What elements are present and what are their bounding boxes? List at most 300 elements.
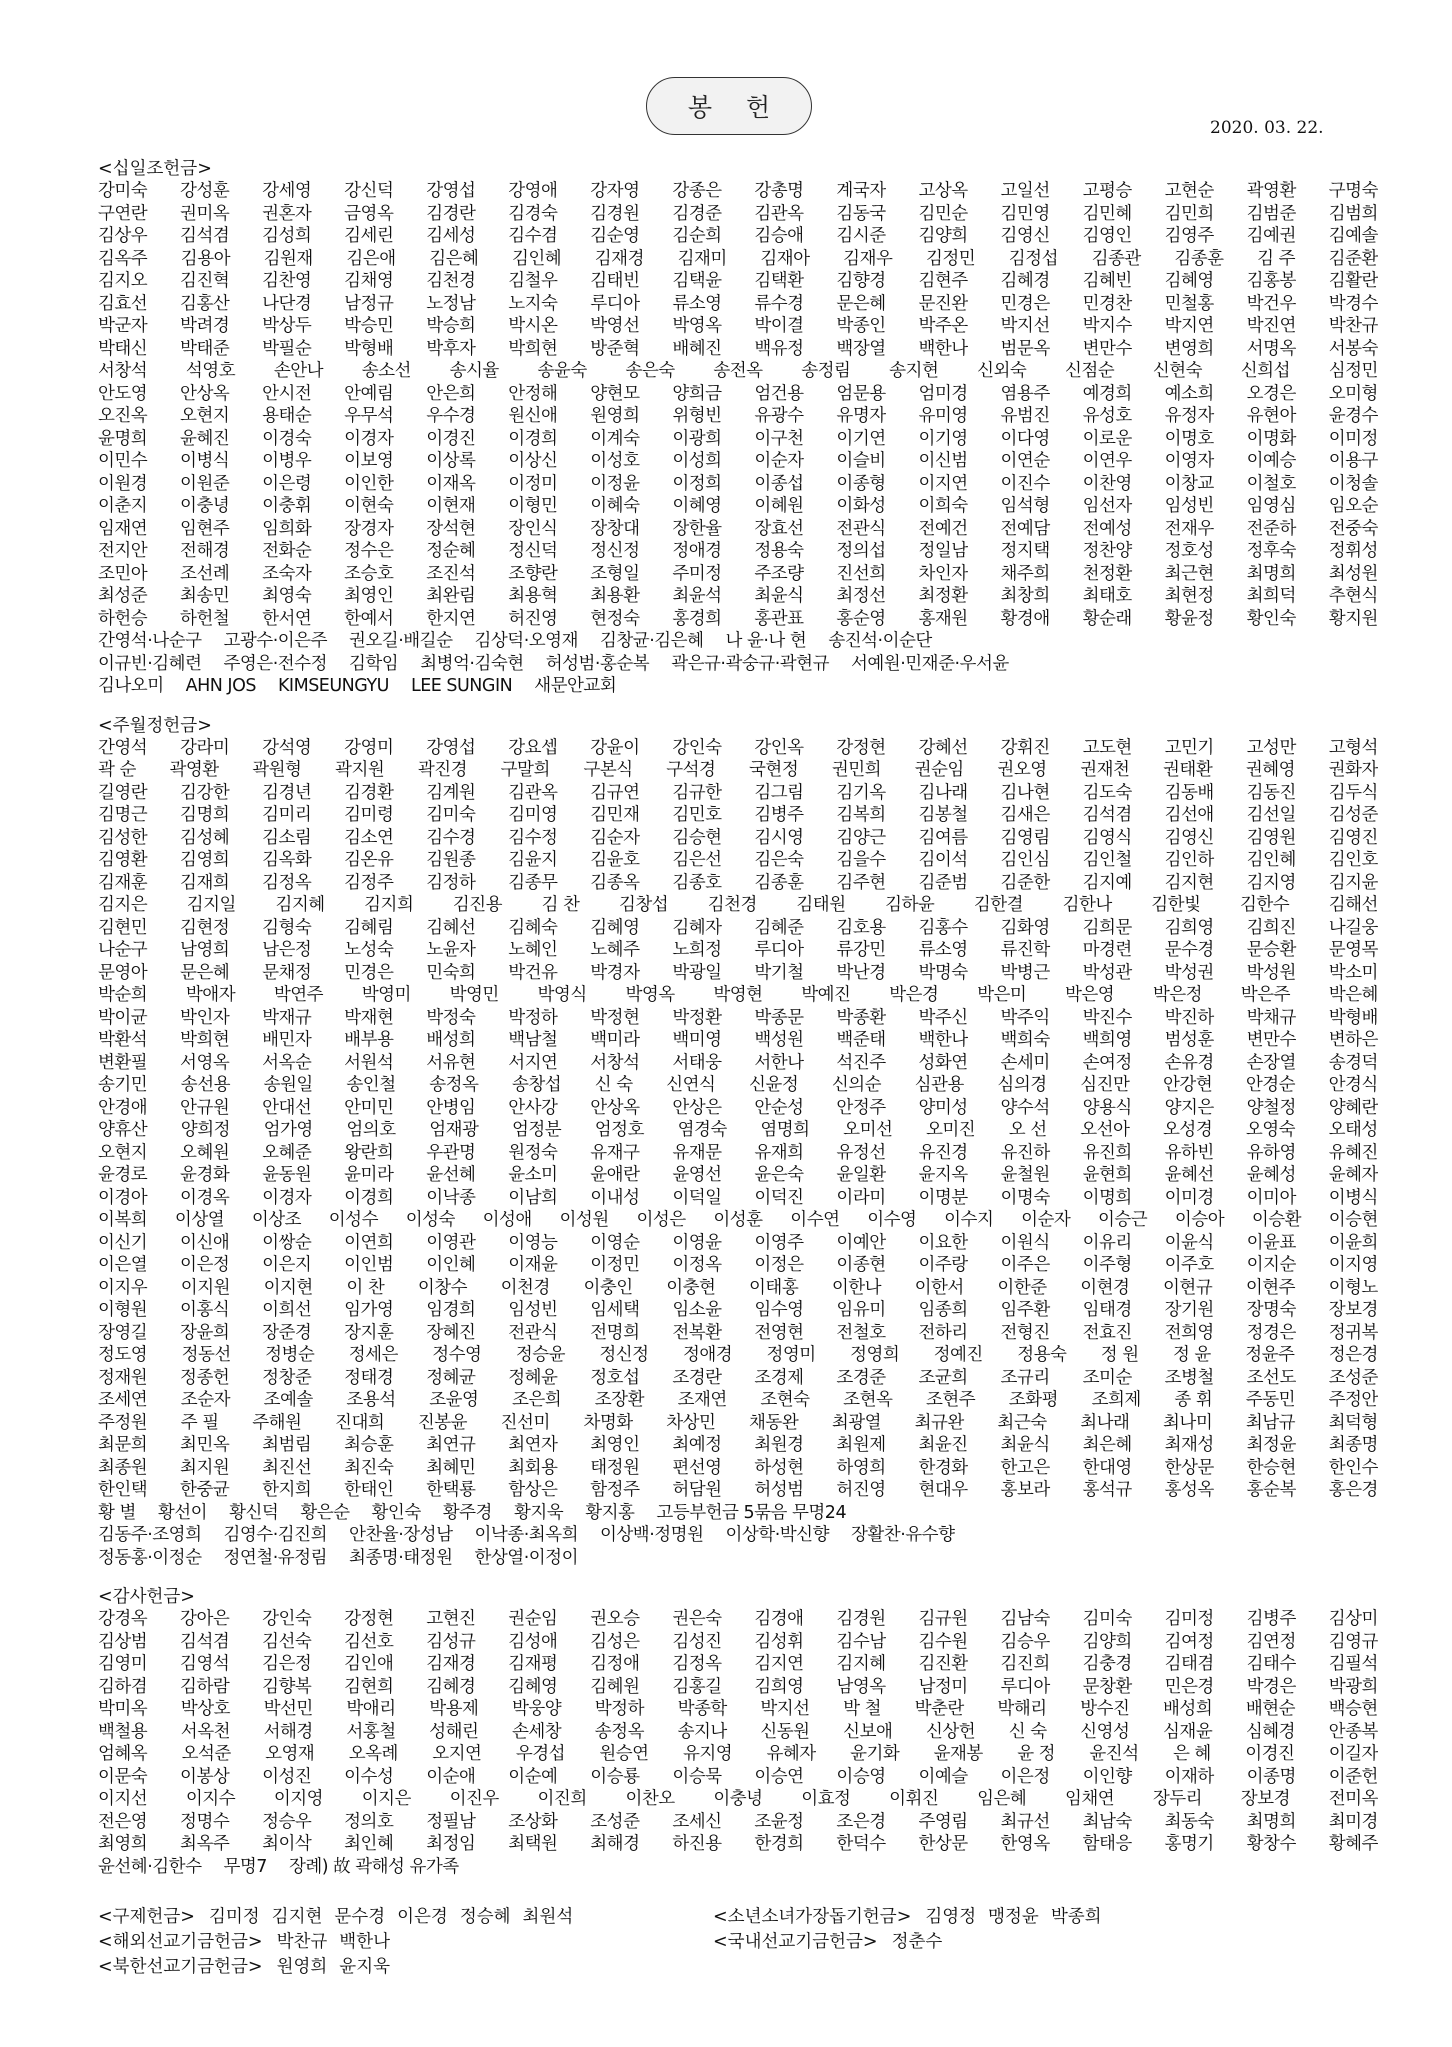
donor-name: 이현숙 [344, 496, 394, 516]
donor-name: 이희숙 [918, 496, 968, 516]
donor-name: 변영희 [1164, 338, 1214, 359]
donor-name: 김종옥 [590, 872, 640, 893]
donor-name: 이상록 [426, 451, 476, 471]
donor-name: 정경은 [1246, 1322, 1296, 1343]
donor-name: 윤재봉 [933, 1744, 983, 1764]
donor-name: 한인수 [1328, 1457, 1378, 1478]
donor-group: 황인숙 [371, 1502, 421, 1523]
donor-name: 이정은 [754, 1255, 804, 1275]
name-row [98, 563, 1378, 586]
donor-name: 박은경 [889, 985, 939, 1005]
donor-name: 이찬영 [1082, 473, 1132, 494]
donor-name: 이인향 [1082, 1766, 1132, 1787]
donor-name: 박상두 [262, 316, 312, 336]
donor-name: 이태홍 [749, 1277, 799, 1298]
donor-name: 신외숙 [977, 361, 1027, 381]
donor-name: 이남희 [508, 1187, 558, 1208]
donor-name: 이지순 [1246, 1255, 1296, 1275]
donor-name: 강영미 [344, 737, 394, 758]
donor-name: 한대영 [1082, 1457, 1132, 1478]
donor-name: 윤지욱 [339, 1957, 391, 1977]
donor-name: 이정윤 [590, 473, 640, 494]
donor-name: 정은경 [1328, 1345, 1378, 1365]
name-row [98, 1209, 1378, 1232]
donor-name: 문영아 [98, 962, 148, 983]
donor-name: 강영애 [508, 181, 558, 201]
donor-name: 신의순 [831, 1075, 882, 1095]
donor-name: 윤진석 [1089, 1744, 1139, 1764]
donor-name: 이순자 [754, 451, 804, 471]
donor-name: 권민희 [831, 760, 882, 780]
donor-name: 김성휘 [754, 1631, 804, 1652]
donor-name: 신동원 [760, 1721, 810, 1742]
donor-name: 조미순 [1082, 1367, 1132, 1388]
donor-name: 김상범 [98, 1631, 148, 1652]
donor-name: 백한나 [918, 338, 968, 359]
donor-name: 고상옥 [918, 181, 968, 201]
donor-name: 정수은 [344, 541, 394, 561]
name-row [98, 1676, 1378, 1699]
donor-name: 김지현 [271, 1907, 323, 1927]
donor-name: 조병철 [1164, 1367, 1214, 1388]
donor-name: 백유정 [754, 338, 804, 359]
donor-name: 박시온 [508, 316, 558, 336]
donor-name: 노윤자 [426, 940, 476, 960]
name-row [98, 1254, 1378, 1277]
donor-name: 김민혜 [1082, 203, 1132, 224]
donor-name: 김온유 [344, 850, 394, 870]
donor-name: 송소선 [361, 361, 411, 381]
donor-name: 이기영 [918, 428, 968, 449]
donor-name: 박영식 [537, 985, 587, 1005]
donor-name: 이신범 [918, 451, 968, 471]
donor-name: 이청솔 [1328, 473, 1378, 494]
donor-name: 김영정 [925, 1907, 977, 1927]
donor-name: 이경희 [508, 428, 558, 449]
donor-name: 최원제 [836, 1435, 886, 1455]
donor-name: 최성원 [1328, 563, 1378, 584]
donor-name: 변환필 [98, 1052, 148, 1073]
donor-name: 박은영 [1064, 985, 1115, 1005]
donor-name: 서해경 [263, 1721, 313, 1742]
donor-name: 송시율 [449, 361, 499, 381]
donor-name: 박주온 [918, 316, 968, 336]
donor-name: 이원식 [1000, 1232, 1050, 1253]
name-row-extra [98, 653, 1378, 676]
donor-name: 강인숙 [672, 737, 722, 758]
donor-name: 오태성 [1328, 1120, 1378, 1140]
donor-group: 황선이 [157, 1502, 208, 1523]
donor-name: 루디아 [590, 293, 640, 314]
donor-name: 최정환 [918, 586, 968, 606]
donor-name: 정동선 [181, 1345, 231, 1365]
donor-name: 박군자 [98, 316, 148, 336]
donor-name: 천정환 [1082, 563, 1132, 584]
donor-name: 진선미 [500, 1412, 550, 1433]
donor-name: 이한준 [997, 1277, 1047, 1298]
donor-name: 황윤정 [1164, 608, 1214, 629]
name-row [98, 405, 1378, 428]
misc-offering-line [98, 1955, 1398, 1980]
donor-name: 황혜주 [1328, 1834, 1378, 1854]
donor-name: 김여정 [1164, 1631, 1214, 1652]
donor-name: 정용숙 [754, 541, 804, 561]
donor-name: 송정옥 [594, 1721, 644, 1742]
donor-name: 최명희 [1246, 563, 1296, 584]
donor-name: 김재경 [426, 1654, 476, 1674]
donor-name: 장영길 [98, 1322, 148, 1343]
donor-name: 최영숙 [262, 586, 312, 606]
donor-name: 박은혜 [1328, 985, 1378, 1005]
donor-name: 안상옥 [180, 383, 230, 404]
donor-name: 임채연 [1064, 1789, 1115, 1809]
donor-name: 박이결 [754, 316, 804, 336]
name-row [98, 1653, 1378, 1676]
donor-name: 이주랑 [918, 1255, 968, 1275]
donor-name: 박인자 [180, 1007, 230, 1028]
donor-name: 김영석 [180, 1654, 230, 1674]
donor-name: 이보영 [344, 451, 394, 471]
donor-name: 이진우 [449, 1789, 499, 1809]
donor-name: 김은선 [672, 850, 722, 870]
donor-name: 나길웅 [1328, 917, 1378, 938]
donor-name: 김상우 [98, 226, 148, 246]
donor-name: 최정임 [426, 1834, 476, 1854]
donor-name: 이미아 [1246, 1187, 1296, 1208]
donor-name: 김미리 [262, 805, 312, 825]
donor-name: 홍은경 [1328, 1480, 1378, 1500]
donor-name: 김영희 [180, 850, 230, 870]
donor-name: 박종환 [836, 1007, 886, 1028]
donor-name: 최원석 [522, 1907, 574, 1927]
name-row [98, 1479, 1378, 1502]
donor-name: 최영인 [590, 1435, 640, 1455]
donor-name: 김미숙 [1082, 1609, 1132, 1629]
donor-name: 전명희 [590, 1322, 640, 1343]
donor-name: 박종문 [754, 1007, 804, 1028]
donor-name: 계국자 [836, 181, 886, 201]
name-row [98, 1457, 1378, 1480]
donor-name: 김영신 [1164, 827, 1214, 848]
donor-name: 이창교 [1164, 473, 1214, 494]
donor-name: 심정민 [1328, 361, 1378, 381]
donor-name: 강미숙 [98, 181, 148, 201]
donor-group: 황지욱 [513, 1502, 564, 1523]
donor-group: 황은순 [300, 1502, 350, 1523]
donor-name: 권태환 [1163, 760, 1213, 780]
donor-name: 박성권 [1164, 962, 1214, 983]
donor-name: 이미정 [1328, 428, 1378, 449]
donor-name: 정수영 [432, 1345, 482, 1365]
donor-name: 김재희 [180, 872, 230, 893]
donor-name: 용태순 [262, 406, 312, 426]
donor-name: 김혜자 [672, 917, 722, 938]
donor-name: 이주형 [1082, 1255, 1132, 1275]
donor-name: 박은정 [1152, 985, 1203, 1005]
name-row [98, 1766, 1378, 1789]
donor-name: 김나래 [918, 782, 968, 803]
donor-name: 신상헌 [925, 1721, 976, 1742]
section-heading: <주월정헌금> [98, 715, 212, 736]
donor-name: 이성은 [636, 1210, 686, 1230]
donor-name: 김태원 [796, 895, 846, 915]
donor-name: 백미라 [590, 1030, 640, 1050]
donor-name: 박후자 [426, 338, 476, 359]
donor-name: 송정옥 [429, 1075, 479, 1095]
donor-name: 김홍산 [180, 293, 230, 314]
donor-name: 최지원 [180, 1457, 230, 1478]
donor-name: 주영림 [918, 1811, 968, 1832]
donor-name: 백성원 [754, 1030, 804, 1050]
name-row [98, 495, 1378, 518]
donor-name: 홍관표 [754, 608, 804, 629]
donor-name: 박영현 [713, 985, 763, 1005]
donor-name: 최창희 [1000, 586, 1050, 606]
donor-name: 송기민 [98, 1075, 148, 1095]
donor-name: 정휘성 [1328, 541, 1378, 561]
donor-name: 김홍길 [672, 1676, 722, 1697]
donor-name: 김명근 [98, 805, 148, 825]
donor-name: 서명옥 [1246, 338, 1296, 359]
donor-name: 박미옥 [98, 1699, 148, 1719]
name-row [98, 428, 1378, 451]
donor-name: 남영희 [180, 940, 230, 960]
donor-name: 이종형 [836, 473, 886, 494]
donor-group: 김상덕·오영재 [474, 631, 578, 651]
donor-name: 고현진 [426, 1609, 476, 1629]
donor-name: 권재천 [1080, 760, 1130, 780]
donor-name: 김선호 [344, 1631, 394, 1652]
name-row [98, 1029, 1378, 1052]
donor-name: 유범진 [1000, 406, 1050, 426]
donor-name: 김종관 [1091, 248, 1141, 269]
donor-name: 조현주 [925, 1390, 976, 1410]
donor-name: 이신애 [180, 1232, 230, 1253]
donor-name: 우수경 [426, 406, 476, 426]
donor-name: 이창수 [417, 1277, 468, 1298]
donor-name: 김재미 [677, 248, 727, 269]
donor-name: 김병주 [754, 805, 804, 825]
name-row [98, 338, 1378, 361]
donor-name: 최남숙 [1082, 1811, 1132, 1832]
donor-name: 한지희 [262, 1480, 312, 1500]
donor-name: 임세택 [590, 1300, 640, 1320]
donor-name: 최승훈 [344, 1435, 394, 1455]
donor-name: 백장열 [836, 338, 886, 359]
donor-name: 김인철 [1082, 850, 1132, 870]
donor-name: 김희영 [1164, 917, 1214, 938]
donor-name: 이윤식 [1164, 1232, 1214, 1253]
donor-name: 김규연 [590, 782, 640, 803]
donor-name: 김순영 [590, 226, 640, 246]
donor-name: 이충녕 [713, 1789, 763, 1809]
donor-name: 송인철 [346, 1075, 396, 1095]
donor-name: 김석겸 [180, 1631, 230, 1652]
donor-name: 오진옥 [98, 406, 148, 426]
donor-name: 조순자 [180, 1390, 231, 1410]
donor-name: 문수경 [334, 1907, 386, 1927]
donor-name: 이연순 [1000, 451, 1050, 471]
donor-name: 구말희 [500, 760, 550, 780]
donor-name: 전효진 [1082, 1322, 1132, 1343]
donor-name: 전희영 [1164, 1322, 1214, 1343]
donor-name: 홍경희 [672, 608, 722, 629]
donor-name: 남정미 [918, 1676, 968, 1697]
donor-name: 조은경 [836, 1811, 886, 1832]
donor-name: 김시영 [754, 827, 804, 848]
donor-name: 송창섭 [511, 1075, 562, 1095]
donor-name: 추현식 [1328, 586, 1378, 606]
donor-name: 김영규 [1328, 1631, 1378, 1652]
misc-offering-line [98, 1905, 1398, 1930]
donor-name: 최윤식 [754, 586, 804, 606]
bulletin-date: 2020. 03. 22. [1210, 118, 1324, 138]
donor-name: 임재연 [98, 518, 148, 539]
donor-name: 김채영 [344, 271, 394, 291]
donor-name: 유진경 [918, 1142, 968, 1163]
donor-name: 이승룡 [590, 1766, 640, 1787]
donor-name: 이은정 [180, 1255, 230, 1275]
donor-name: 김봉철 [918, 805, 968, 825]
donor-name: 김재훈 [98, 872, 148, 893]
donor-name: 이경아 [98, 1187, 148, 1208]
donor-name: 김태수 [1246, 1654, 1296, 1674]
donor-name: 이쌍순 [262, 1232, 312, 1253]
donor-name: 오성경 [1163, 1120, 1213, 1140]
donor-name: 이충휘 [262, 496, 312, 516]
donor-name: 김영미 [98, 1654, 148, 1674]
donor-name: 송지나 [677, 1721, 727, 1742]
donor-name: 이혜숙 [590, 496, 640, 516]
donor-name: 원정숙 [508, 1142, 558, 1163]
donor-name: 고형석 [1328, 737, 1378, 758]
donor-name: 윤동원 [262, 1165, 312, 1185]
donor-name: 전예성 [1082, 518, 1132, 539]
donor-name: 김형숙 [262, 917, 312, 938]
donor-name: 김경환 [344, 782, 394, 803]
donor-name: 윤소미 [508, 1165, 558, 1185]
donor-name: 박영옥 [672, 316, 722, 336]
donor-name: 박정현 [590, 1007, 640, 1028]
donor-name: 김인심 [1000, 850, 1050, 870]
donor-name: 조세연 [98, 1390, 148, 1410]
donor-name: 이수성 [344, 1766, 394, 1787]
donor-name: 최진선 [262, 1457, 312, 1478]
donor-name: 김 찬 [541, 895, 580, 915]
donor-name: 조민아 [98, 563, 148, 584]
donor-name: 김영환 [98, 850, 148, 870]
donor-name: 이홍식 [180, 1300, 230, 1320]
donor-name: 김택환 [754, 271, 804, 291]
donor-name: 이로운 [1082, 428, 1132, 449]
name-row [98, 849, 1378, 872]
donor-name: 최태호 [1082, 586, 1132, 606]
donor-name: 이충현 [666, 1277, 716, 1298]
donor-name: 노희정 [672, 940, 722, 960]
donor-name: 성화연 [918, 1052, 968, 1073]
donor-name: 노성숙 [344, 940, 394, 960]
donor-name: 종 휘 [1174, 1390, 1213, 1410]
donor-name: 정순혜 [426, 541, 476, 561]
donor-name: 임오순 [1328, 496, 1378, 516]
donor-name: 배성희 [426, 1030, 476, 1050]
donor-name: 강인숙 [262, 1609, 312, 1629]
donor-name: 우경섭 [515, 1744, 566, 1764]
donor-name: 김진환 [918, 1654, 968, 1674]
donor-name: 박형배 [1328, 1007, 1378, 1028]
name-row [98, 540, 1378, 563]
name-row [98, 315, 1378, 338]
donor-name: 김혜선 [426, 917, 476, 938]
donor-name: 박진하 [1164, 1007, 1214, 1028]
name-row [98, 1631, 1378, 1654]
donor-name: 이다영 [1000, 428, 1050, 449]
donor-name: 엄미경 [918, 383, 968, 404]
donor-name: 유현아 [1246, 406, 1296, 426]
donor-name: 박희현 [180, 1030, 230, 1050]
donor-name: 김종훈 [1174, 248, 1224, 269]
donor-name: 김양희 [918, 226, 968, 246]
donor-name: 이철호 [1246, 473, 1296, 494]
donor-name: 이영순 [590, 1232, 640, 1253]
donor-name: 변만수 [1246, 1030, 1296, 1050]
donor-name: 송은숙 [625, 361, 675, 381]
donor-name: 이승근 [1097, 1210, 1148, 1230]
donor-name: 안규원 [180, 1097, 230, 1118]
donor-name: 박형배 [344, 338, 394, 359]
donor-name: 김혜준 [754, 917, 804, 938]
donor-name: 강휘진 [1000, 737, 1050, 758]
donor-name: 권오영 [997, 760, 1047, 780]
donor-name: 홍석규 [1082, 1480, 1132, 1500]
donor-name: 이경진 [426, 428, 476, 449]
donor-name: 박애자 [185, 985, 236, 1005]
donor-name: 박려경 [180, 316, 230, 336]
donor-name: 김미숙 [426, 805, 476, 825]
donor-name: 강라미 [180, 737, 230, 758]
donor-name: 최광열 [831, 1412, 882, 1433]
donor-name: 이성호 [590, 451, 640, 471]
donor-group: 이상학·박신향 [725, 1525, 829, 1545]
donor-name: 장효선 [754, 518, 804, 539]
donor-name: 김혜빈 [1082, 271, 1132, 291]
donor-name: 최현정 [1164, 586, 1214, 606]
donor-name: 김효선 [98, 293, 148, 314]
donor-name: 이지현 [263, 1277, 313, 1298]
donor-name: 박선민 [263, 1699, 313, 1719]
donor-name: 배혜진 [672, 338, 722, 359]
donor-name: 김선애 [1164, 805, 1214, 825]
donor-name: 이진수 [1000, 473, 1050, 494]
donor-name: 최덕형 [1328, 1412, 1378, 1433]
donor-name: 송정림 [801, 361, 851, 381]
donor-name: 김순희 [672, 226, 722, 246]
donor-name: 나순구 [98, 940, 148, 960]
donor-name: 서옥천 [180, 1721, 231, 1742]
donor-name: 차명화 [583, 1412, 633, 1433]
donor-name: 유명자 [836, 406, 886, 426]
misc-offerings [98, 1905, 1398, 1980]
donor-name: 최이삭 [262, 1834, 312, 1854]
donor-name: 이명호 [1164, 428, 1214, 449]
name-row [98, 473, 1378, 496]
donor-name: 윤미라 [344, 1165, 394, 1185]
name-row [98, 782, 1378, 805]
donor-name: 장지훈 [344, 1322, 394, 1343]
donor-name: 김지혜 [275, 895, 325, 915]
donor-name: 김현민 [98, 917, 148, 938]
donor-name: 김은혜 [429, 248, 479, 269]
